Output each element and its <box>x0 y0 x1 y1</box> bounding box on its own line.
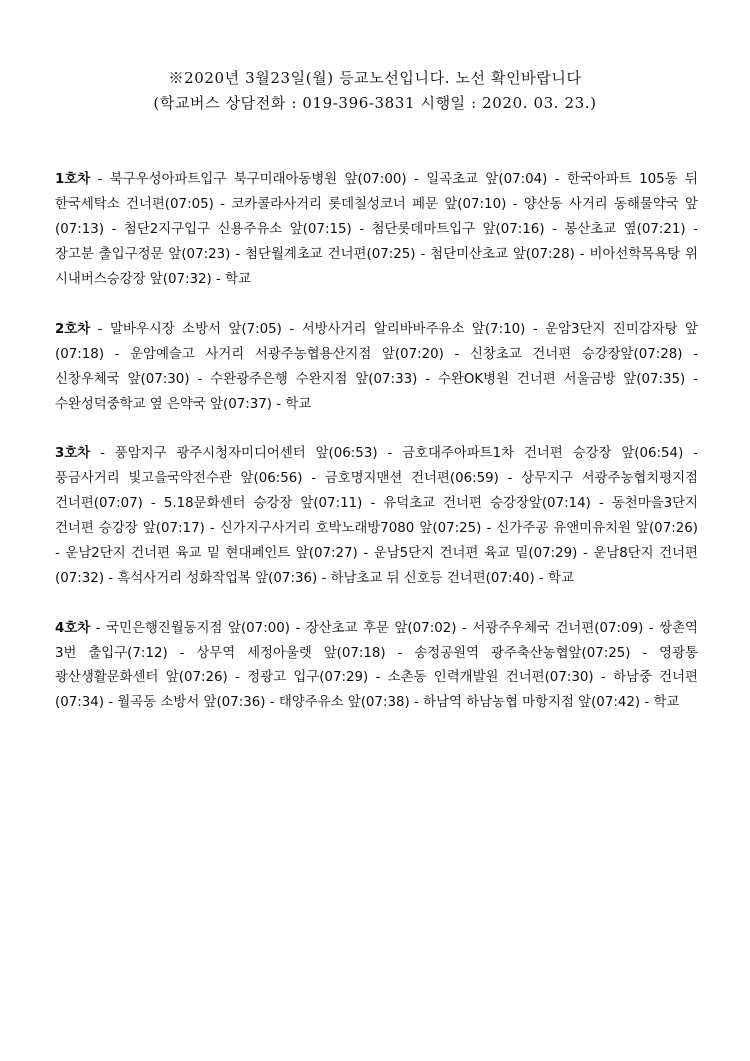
route-1-name: 1호차 <box>55 172 91 188</box>
contact-info: (학교버스 상담전화 : 019-396-3831 시행일 : 2020. 03. 23.) <box>153 94 597 112</box>
route-4 <box>55 617 698 717</box>
route-4-name: 4호차 <box>55 620 91 636</box>
route-list <box>55 155 698 741</box>
route-2-name: 2호차 <box>55 321 91 337</box>
route-4-stops: - 국민은행진월동지점 앞(07:00) - 장산초교 후문 앞(07:02) - 서광주우체국 건너편(07:09) - 쌍촌역 3번 출입구(7:12) - 상무역 세정아울렛 앞(07:18) - 송정공원역 광주축산농협앞(07:25) - 영광통 광산생활문화센터 앞(07:26) - 정광고 입구(07:29) - 소촌동 인력개발원 건너편(07:30) - 하남중 건너편(07:34) - 월곡동 소방서 앞(07:36) - 태양주유소 앞(07:38) - 하남역 하남농협 마항지점 앞(07:42) - 학교 <box>55 620 698 711</box>
route-2-stops: - 말바우시장 소방서 앞(7:05) - 서방사거리 알리바바주유소 앞(7:10) - 운암3단지 진미감자탕 앞(07:18) - 운암예슬고 사거리 서광주농협용산지점 앞(07:20) - 신창초교 건너편 승강장앞(07:28) - 신창우체국 앞(07:30) - 수완광주은행 수완지점 앞(07:33) - 수완OK병원 건너편 서울금방 앞(07:35) - 수완성덕중학교 옆 은약국 앞(07:37) - 학교 <box>55 321 698 412</box>
route-3-name: 3호차 <box>55 446 91 462</box>
route-2 <box>55 318 698 418</box>
route-1-stops: - 북구우성아파트입구 북구미래아동병원 앞(07:00) - 일곡초교 앞(07:04) - 한국아파트 105동 뒤 한국세탁소 건너편(07:05) - 코카콜라사거리 롯데칠성코너 페문 앞(07:10) - 양산동 사거리 동해물약국 앞(07:13) - 첨단2지구입구 신용주유소 앞(07:15) - 첨단롯데마트입구 앞(07:16) - 봉산초교 옆(07:21) - 장고분 출입구정문 앞(07:23) - 첨단월계초교 건너편(07:25) - 첨단미산초교 앞(07:28) - 비아선학목욕탕 위 시내버스승강장 앞(07:32) - 학교 <box>55 172 698 288</box>
route-1 <box>55 168 698 293</box>
notice-title: ※2020년 3월23일(월) 등교노선입니다. 노선 확인바랍니다 <box>168 69 582 87</box>
notice-header <box>0 66 750 116</box>
route-3-stops: - 풍암지구 광주시청자미디어센터 앞(06:53) - 금호대주아파트1차 건너편 승강장 앞(06:54) - 풍금사거리 빛고을국악전수관 앞(06:56) - 금호명지맨션 건너편(06:59) - 상무지구 서광주농협치평지점 건너편(07:07) - 5.18문화센터 승강장 앞(07:11) - 유덕초교 건너편 승강장앞(07:14) - 동천마을3단지 건너편 승강장 앞(07:17) - 신가지구사거리 호박노래방7080 앞(07:25) - 신가주공 유앤미유치원 앞(07:26) - 운남2단지 건너편 육교 밑 현대페인트 앞(07:27) - 운남5단지 건너편 육교 밑(07:29) - 운남8단지 건너편(07:32) - 흑석사거리 성화작업복 앞(07:36) - 하남초교 뒤 신호등 건너편(07:40) - 학교 <box>55 446 698 586</box>
route-3 <box>55 442 698 591</box>
